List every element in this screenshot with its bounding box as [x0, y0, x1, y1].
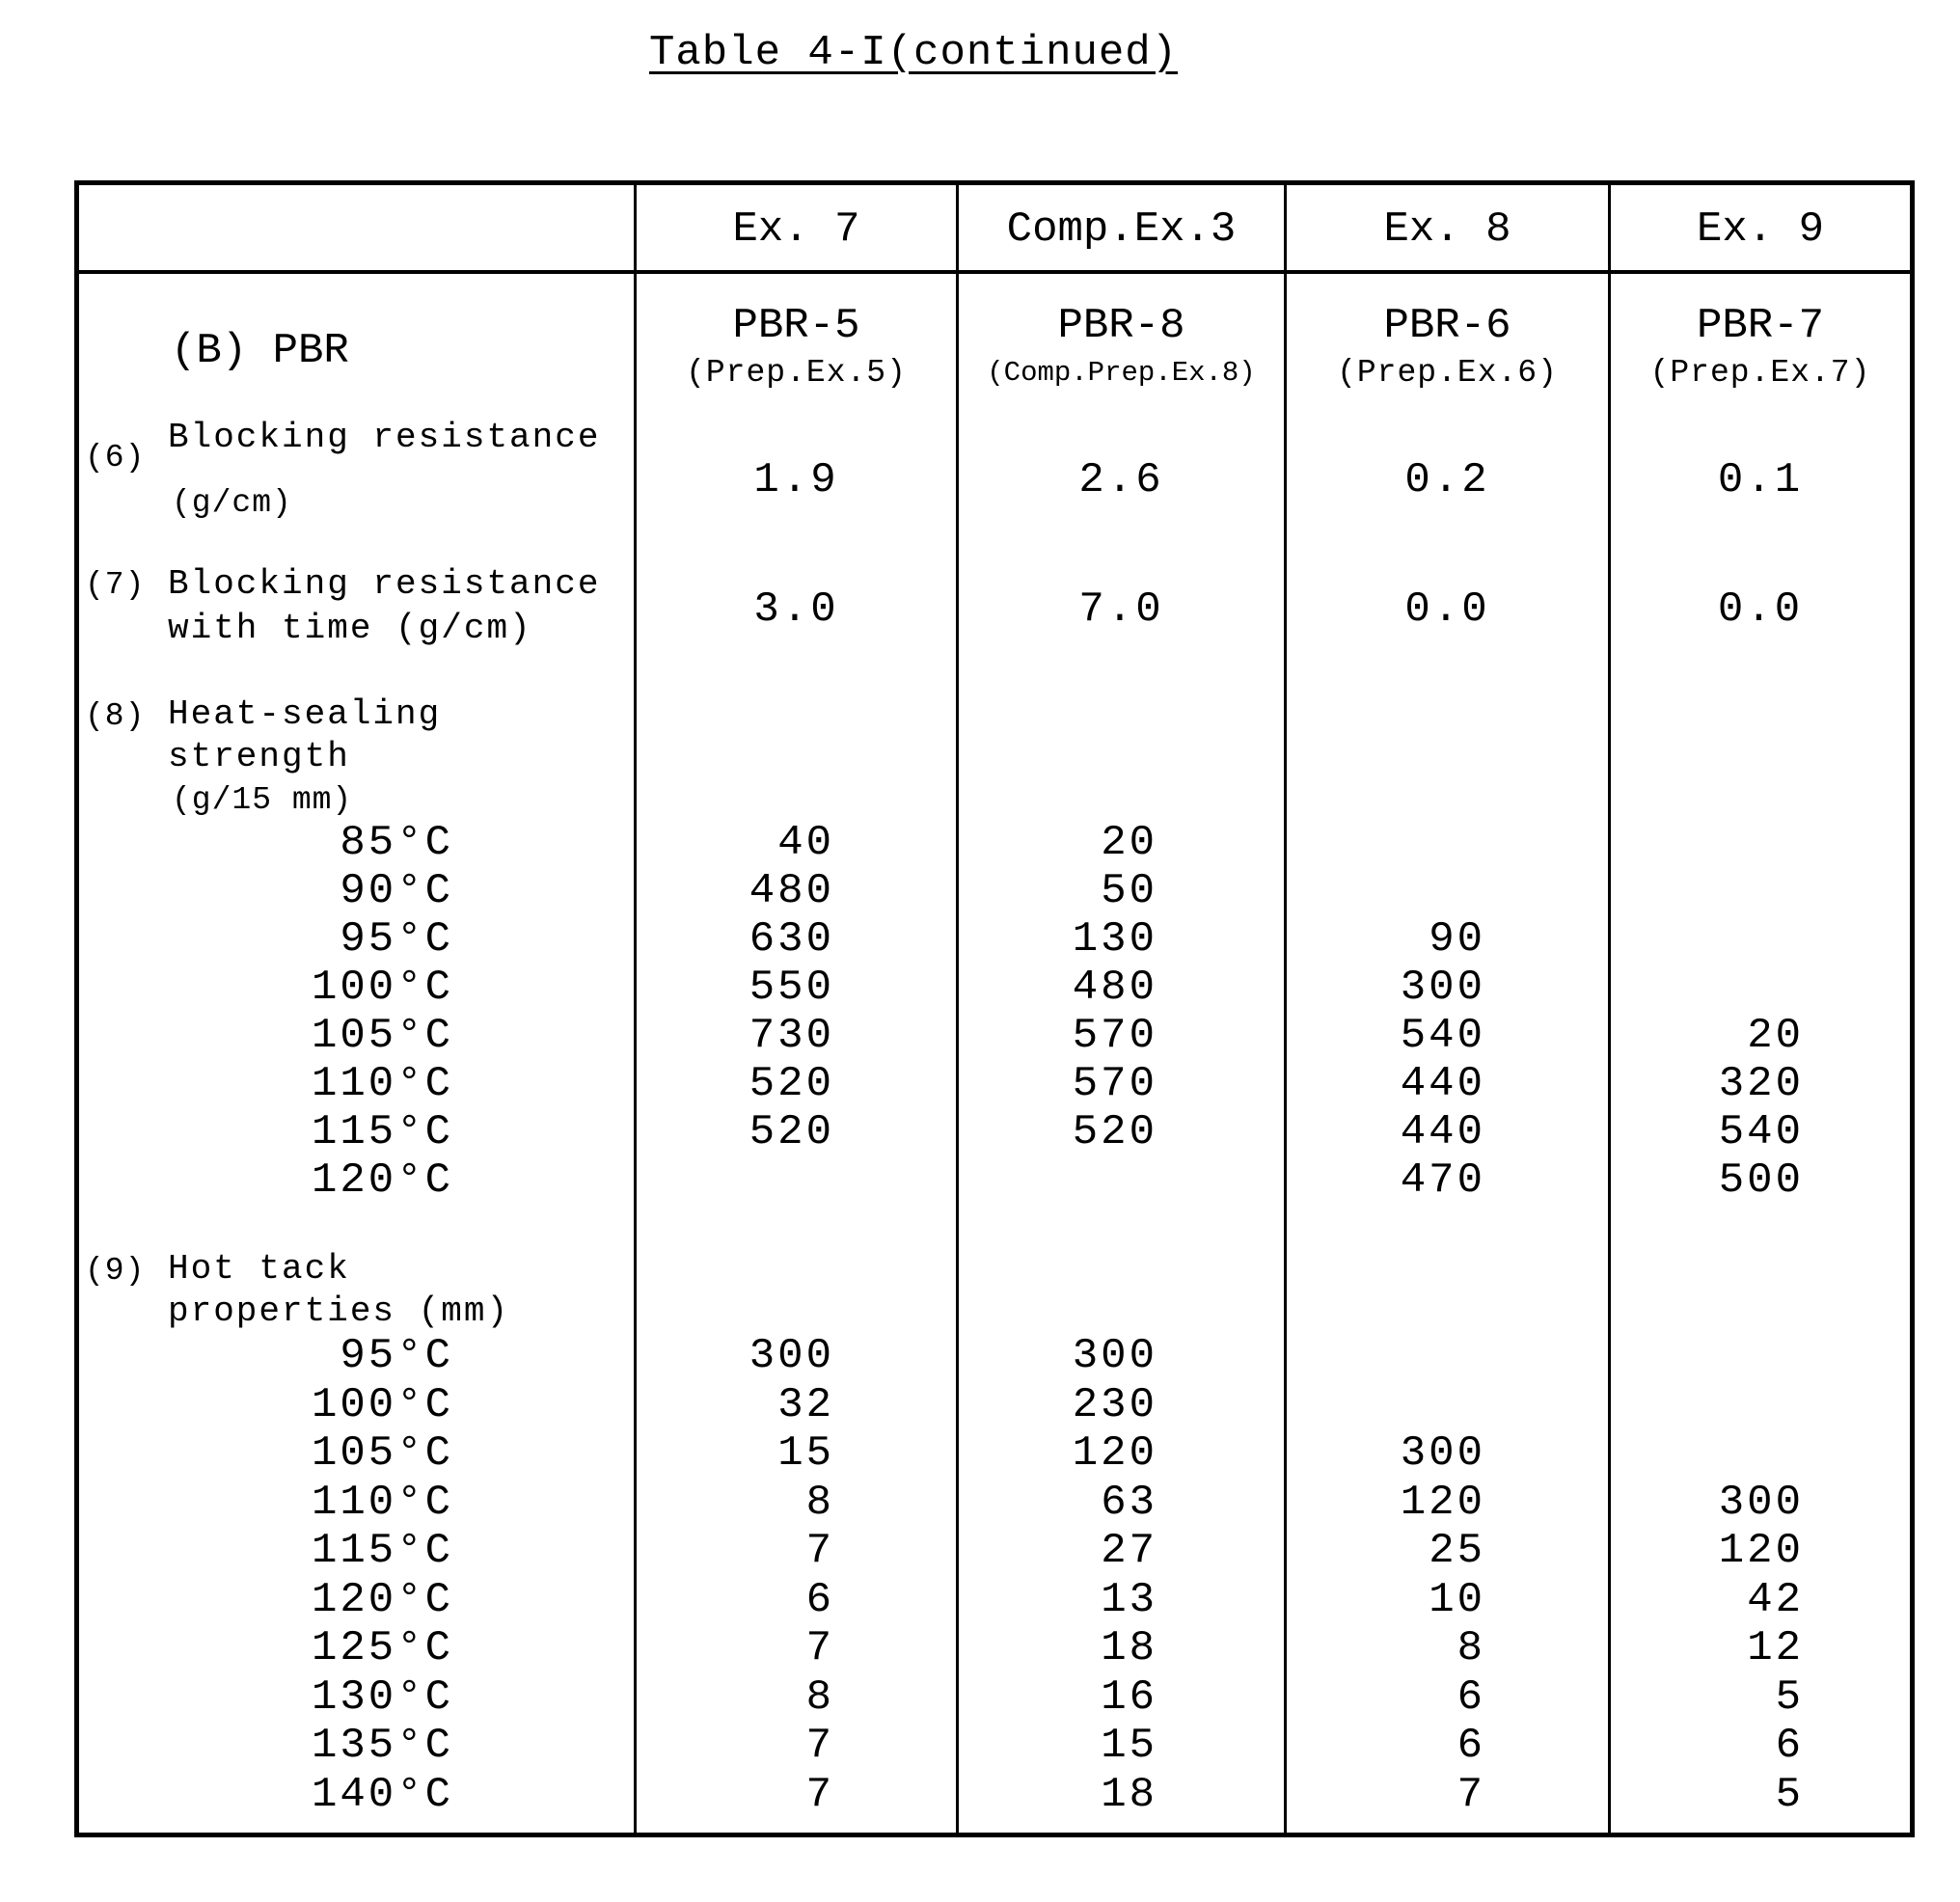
- hot-tack-value: 300: [1718, 1478, 1804, 1527]
- hot-tack-value: 120: [1718, 1527, 1804, 1575]
- property-label: properties (mm): [168, 1291, 510, 1331]
- heat-sealing-value: 320: [1718, 1060, 1804, 1108]
- heat-sealing-value: 520: [1072, 1108, 1157, 1156]
- hot-tack-value: 300: [749, 1332, 834, 1380]
- pbr-prep: (Prep.Ex.6): [1337, 355, 1558, 391]
- hot-tack-value: 15: [777, 1429, 834, 1478]
- hot-tack-temperature: 100°C: [311, 1380, 453, 1429]
- heat-sealing-temperature: 110°C: [311, 1060, 453, 1108]
- blocking-value: 1.9: [753, 456, 839, 504]
- heat-sealing-value: 730: [749, 1012, 834, 1060]
- property-label: Hot tack: [168, 1249, 350, 1289]
- hot-tack-value: 42: [1747, 1575, 1804, 1624]
- blocking-time-value: 3.0: [753, 585, 839, 634]
- heat-sealing-value: 480: [749, 867, 834, 915]
- hot-tack-temperature: 110°C: [311, 1478, 453, 1527]
- hot-tack-temperature: 140°C: [311, 1770, 453, 1819]
- hot-tack-value: 300: [1400, 1429, 1485, 1478]
- hot-tack-value: 230: [1072, 1380, 1157, 1429]
- hot-tack-value: 16: [1101, 1672, 1157, 1722]
- hot-tack-temperature: 130°C: [311, 1672, 453, 1722]
- hot-tack-value: 13: [1101, 1575, 1157, 1624]
- heat-sealing-value: 500: [1718, 1156, 1804, 1205]
- hot-tack-value: 27: [1101, 1527, 1157, 1575]
- heat-sealing-value: 570: [1072, 1012, 1157, 1060]
- hot-tack-temperature: 105°C: [311, 1429, 453, 1478]
- property-label: with time (g/cm): [168, 609, 532, 648]
- hot-tack-value: 15: [1101, 1722, 1157, 1770]
- hot-tack-value: 7: [805, 1722, 834, 1770]
- heat-sealing-temperature: 115°C: [311, 1108, 453, 1156]
- heat-sealing-value: 520: [749, 1108, 834, 1156]
- pbr-name: PBR-8: [1057, 302, 1185, 350]
- pbr-name: PBR-7: [1696, 302, 1825, 350]
- heat-sealing-temperature: 105°C: [311, 1012, 453, 1060]
- hot-tack-value: 7: [1456, 1770, 1485, 1819]
- hot-tack-value: 18: [1101, 1770, 1157, 1819]
- heat-sealing-value: 130: [1072, 915, 1157, 964]
- blocking-time-value: 0.0: [1404, 585, 1490, 634]
- hot-tack-value: 10: [1429, 1575, 1485, 1624]
- heat-sealing-value: 20: [1101, 819, 1157, 867]
- hot-tack-temperature: 95°C: [340, 1332, 453, 1380]
- heat-sealing-value: 480: [1072, 964, 1157, 1012]
- heat-sealing-value: 440: [1400, 1108, 1485, 1156]
- property-number: (9): [85, 1253, 146, 1289]
- pbr-prep: (Comp.Prep.Ex.8): [987, 357, 1256, 389]
- hot-tack-temperature: 125°C: [311, 1624, 453, 1672]
- hot-tack-value: 7: [805, 1624, 834, 1672]
- heat-sealing-value: 520: [749, 1060, 834, 1108]
- heat-sealing-temperature: 100°C: [311, 964, 453, 1012]
- hot-tack-value: 7: [805, 1770, 834, 1819]
- property-label: strength: [168, 737, 350, 776]
- heat-sealing-value: 40: [777, 819, 834, 867]
- hot-tack-value: 7: [805, 1527, 834, 1575]
- blocking-time-value: 0.0: [1717, 585, 1804, 634]
- hot-tack-value: 12: [1747, 1624, 1804, 1672]
- column-header-compex3: Comp.Ex.3: [1006, 205, 1237, 254]
- hot-tack-value: 6: [1456, 1722, 1485, 1770]
- property-number: (7): [85, 567, 146, 603]
- blocking-value: 0.1: [1717, 456, 1804, 504]
- hot-tack-value: 120: [1400, 1478, 1485, 1527]
- property-label: Blocking resistance: [168, 564, 601, 604]
- property-number: (6): [85, 440, 146, 476]
- heat-sealing-temperature: 95°C: [340, 915, 453, 964]
- hot-tack-value: 32: [777, 1380, 834, 1429]
- pbr-name: PBR-5: [732, 302, 860, 350]
- hot-tack-value: 5: [1775, 1672, 1804, 1722]
- hot-tack-value: 8: [1456, 1624, 1485, 1672]
- table-title: Table 4-I(continued): [649, 29, 1179, 77]
- hot-tack-value: 5: [1775, 1770, 1804, 1819]
- heat-sealing-value: 50: [1101, 867, 1157, 915]
- heat-sealing-temperature: 85°C: [340, 819, 453, 867]
- heat-sealing-value: 300: [1400, 964, 1485, 1012]
- heat-sealing-value: 90: [1429, 915, 1485, 964]
- property-number: (8): [85, 698, 146, 734]
- hot-tack-value: 8: [805, 1478, 834, 1527]
- hot-tack-value: 6: [1775, 1722, 1804, 1770]
- hot-tack-value: 120: [1072, 1429, 1157, 1478]
- pbr-prep: (Prep.Ex.7): [1649, 355, 1871, 391]
- pbr-prep: (Prep.Ex.5): [686, 355, 907, 391]
- heat-sealing-value: 550: [749, 964, 834, 1012]
- pbr-label: (B) PBR: [171, 327, 349, 375]
- header-divider: [74, 270, 1915, 274]
- property-unit: (g/cm): [172, 485, 292, 521]
- blocking-value: 0.2: [1404, 456, 1490, 504]
- heat-sealing-temperature: 90°C: [340, 867, 453, 915]
- heat-sealing-value: 20: [1747, 1012, 1804, 1060]
- blocking-time-value: 7.0: [1078, 585, 1164, 634]
- heat-sealing-value: 470: [1400, 1156, 1485, 1205]
- property-label: Heat-sealing: [168, 694, 442, 734]
- heat-sealing-value: 540: [1400, 1012, 1485, 1060]
- hot-tack-value: 63: [1101, 1478, 1157, 1527]
- blocking-value: 2.6: [1078, 456, 1164, 504]
- hot-tack-value: 6: [1456, 1672, 1485, 1722]
- heat-sealing-temperature: 120°C: [311, 1156, 453, 1205]
- heat-sealing-value: 570: [1072, 1060, 1157, 1108]
- heat-sealing-value: 440: [1400, 1060, 1485, 1108]
- heat-sealing-value: 630: [749, 915, 834, 964]
- column-header-ex8: Ex. 8: [1383, 205, 1511, 254]
- hot-tack-value: 300: [1072, 1332, 1157, 1380]
- hot-tack-value: 18: [1101, 1624, 1157, 1672]
- hot-tack-temperature: 120°C: [311, 1575, 453, 1624]
- property-label: Blocking resistance: [168, 418, 601, 457]
- column-header-ex7: Ex. 7: [732, 205, 860, 254]
- hot-tack-temperature: 115°C: [311, 1527, 453, 1575]
- hot-tack-value: 6: [805, 1575, 834, 1624]
- hot-tack-value: 8: [805, 1672, 834, 1722]
- hot-tack-temperature: 135°C: [311, 1722, 453, 1770]
- hot-tack-value: 25: [1429, 1527, 1485, 1575]
- property-unit: (g/15 mm): [172, 782, 353, 818]
- pbr-name: PBR-6: [1383, 302, 1511, 350]
- column-header-ex9: Ex. 9: [1696, 205, 1825, 254]
- heat-sealing-value: 540: [1718, 1108, 1804, 1156]
